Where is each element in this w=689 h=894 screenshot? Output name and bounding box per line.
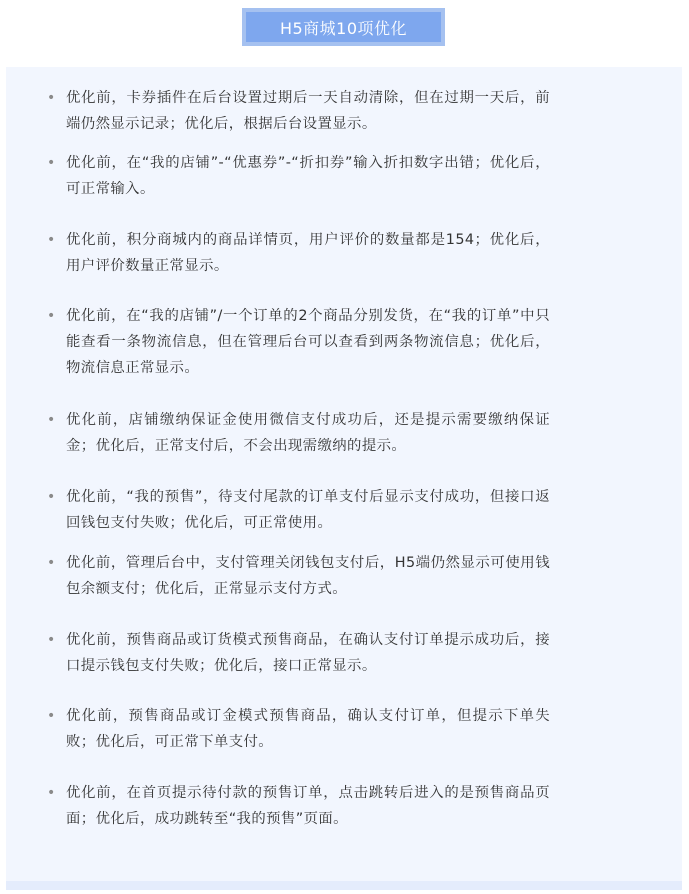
list-item-text: 优化前，预售商品或订货模式预售商品，在确认支付订单提示成功后，接口提示钱包支付失败；优化后，接口正常显示。 — [66, 632, 550, 674]
bullet-icon: • — [47, 232, 56, 248]
bullet-icon: • — [47, 412, 56, 428]
list-item-text: 优化前，在首页提示待付款的预售订单，点击跳转后进入的是预售商品页面；优化后，成功跳转至“我的预售”页面。 — [66, 785, 550, 827]
bullet-icon: • — [47, 308, 56, 324]
list-item-text: 优化前，管理后台中，支付管理关闭钱包支付后，H5端仍然显示可使用钱包余额支付；优化后，正常显示支付方式。 — [66, 555, 550, 597]
list-item — [47, 227, 550, 279]
list-item-text: 优化前，积分商城内的商品详情页，用户评价的数量都是154；优化后，用户评价数量正常显示。 — [66, 232, 550, 274]
list-item — [47, 407, 550, 459]
bullet-icon: • — [47, 155, 56, 171]
header-banner — [242, 8, 445, 46]
list-item — [47, 150, 550, 202]
list-item-text: 优化前，“我的预售”，待支付尾款的订单支付后显示支付成功，但接口返回钱包支付失败；优化后，可正常使用。 — [66, 489, 550, 531]
list-item — [47, 550, 550, 602]
list-item — [47, 484, 550, 536]
list-item — [47, 303, 550, 381]
bullet-icon: • — [47, 708, 56, 724]
list-item-text: 优化前，店铺缴纳保证金使用微信支付成功后，还是提示需要缴纳保证金；优化后，正常支付后，不会出现需缴纳的提示。 — [66, 412, 550, 454]
list-item — [47, 703, 550, 755]
bullet-icon: • — [47, 632, 56, 648]
bullet-icon: • — [47, 785, 56, 801]
list-item — [47, 85, 550, 137]
list-item-text: 优化前，卡券插件在后台设置过期后一天自动清除，但在过期一天后，前端仍然显示记录；优化后，根据后台设置显示。 — [66, 90, 550, 132]
card-bottom-strip — [6, 881, 682, 890]
bullet-icon: • — [47, 555, 56, 571]
bullet-icon: • — [47, 90, 56, 106]
bullet-icon: • — [47, 489, 56, 505]
list-item-text: 优化前，在“我的店铺”-“优惠券”-“折扣券”输入折扣数字出错；优化后，可正常输入。 — [66, 155, 550, 197]
list-item — [47, 780, 550, 832]
list-item-text: 优化前，在“我的店铺”/一个订单的2个商品分别发货，在“我的订单”中只能查看一条物流信息，但在管理后台可以查看到两条物流信息；优化后，物流信息正常显示。 — [66, 308, 550, 376]
list-item — [47, 627, 550, 679]
list-item-text: 优化前，预售商品或订金模式预售商品，确认支付订单，但提示下单失败；优化后，可正常下单支付。 — [66, 708, 550, 750]
page-title: H5商城10项优化 — [246, 12, 441, 42]
